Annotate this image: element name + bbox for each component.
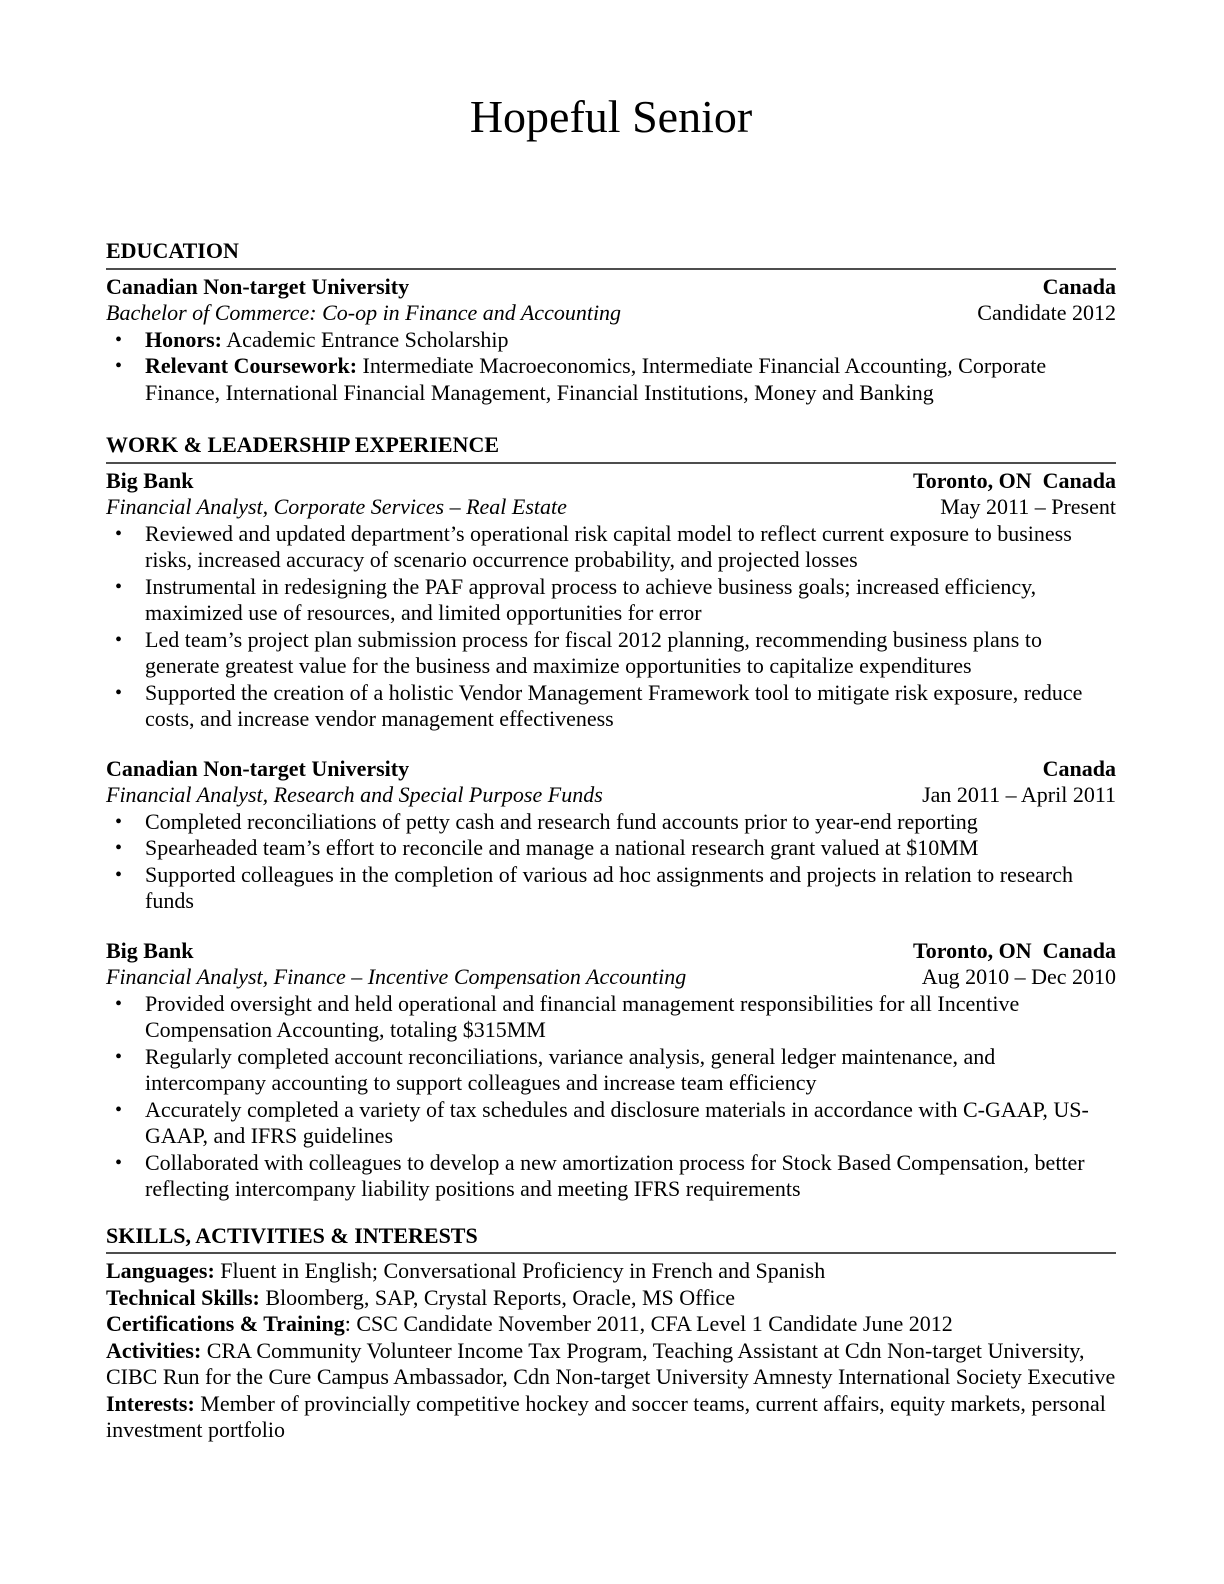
skills-label: Interests:	[106, 1390, 195, 1416]
skills-label: Languages:	[106, 1258, 215, 1283]
job-dates: Jan 2011 – April 2011	[922, 782, 1116, 807]
skills-line-languages	[106, 1258, 1116, 1285]
job-bullet: • Completed reconciliations of petty cash and research fund accounts prior to year-end reporting	[106, 809, 1116, 836]
job-bullet-list	[106, 991, 1116, 1203]
job-dates: May 2011 – Present	[940, 494, 1116, 519]
job-bullet: • Led team’s project plan submission process for fiscal 2012 planning, recommending business plans to generate greatest value for the business and maximize opportunities to capitalize expenditures	[106, 627, 1116, 680]
skills-line-certifications	[106, 1311, 1116, 1338]
job-bullet: • Instrumental in redesigning the PAF approval process to achieve business goals; increased efficiency, maximized use of resources, and limited opportunities for error	[106, 574, 1116, 627]
company-location: Toronto, ON Canada	[913, 937, 1116, 963]
company-name: Canadian Non-target University	[106, 755, 410, 781]
bullet-text: Intermediate Macroeconomics, Intermediate Financial Accounting, Corporate Finance, International Financial Management, Financial Institutions, Money and Banking	[145, 353, 1047, 405]
company-name: Big Bank	[106, 937, 194, 963]
skills-text: Fluent in English; Conversational Proficiency in French and Spanish	[214, 1258, 826, 1283]
job-title: Financial Analyst, Research and Special Purpose Funds	[106, 782, 603, 807]
job-entry-subheader	[106, 494, 1116, 521]
company-name: Big Bank	[106, 467, 194, 493]
education-entry-header	[106, 274, 1116, 301]
job-bullet: • Supported colleagues in the completion of various ad hoc assignments and projects in relation to research funds	[106, 862, 1116, 915]
skills-heading: SKILLS, ACTIVITIES & INTERESTS	[106, 1223, 1116, 1255]
bullet-text: Academic Entrance Scholarship	[222, 326, 509, 352]
skills-line-activities	[106, 1338, 1116, 1391]
skills-label: Technical Skills:	[106, 1284, 260, 1310]
section-skills	[106, 1223, 1116, 1444]
bullet-label: Honors:	[145, 326, 222, 352]
education-bullet	[106, 327, 1116, 354]
page-title: Hopeful Senior	[469, 91, 753, 142]
job-bullet: • Provided oversight and held operational and financial management responsibilities for all Incentive Compensation Accounting, totaling $315MM	[106, 991, 1116, 1044]
education-heading: EDUCATION	[106, 238, 1116, 270]
job-bullet: • Collaborated with colleagues to develop a new amortization process for Stock Based Compensation, better reflecting intercompany liability positions and meeting IFRS requirements	[106, 1150, 1116, 1203]
job-entry-header	[106, 468, 1116, 495]
skills-text: CRA Community Volunteer Income Tax Program, Teaching Assistant at Cdn Non-target University, CIBC Run for the Cure Campus Ambassador, Cdn Non-target University Amnesty International Society Executive	[106, 1337, 1116, 1389]
section-experience	[106, 432, 1116, 1203]
job-bullet: • Regularly completed account reconciliations, variance analysis, general ledger maintenance, and intercompany accounting to support colleagues and increase team efficiency	[106, 1044, 1116, 1097]
job-entry	[106, 468, 1116, 733]
job-bullet: • Spearheaded team’s effort to reconcile and manage a national research grant valued at $10MM	[106, 835, 1116, 862]
job-dates: Aug 2010 – Dec 2010	[921, 964, 1116, 989]
job-entry-header	[106, 756, 1116, 783]
degree-date: Candidate 2012	[977, 300, 1116, 325]
experience-heading: WORK & LEADERSHIP EXPERIENCE	[106, 432, 1116, 464]
company-location: Toronto, ON Canada	[913, 467, 1116, 493]
job-bullet: • Accurately completed a variety of tax schedules and disclosure materials in accordance with C-GAAP, US-GAAP, and IFRS guidelines	[106, 1097, 1116, 1150]
degree-name: Bachelor of Commerce: Co-op in Finance and Accounting	[106, 300, 622, 325]
school-name: Canadian Non-target University	[106, 273, 410, 299]
education-bullet	[106, 353, 1116, 406]
job-bullet-list	[106, 521, 1116, 733]
education-entry	[106, 274, 1116, 407]
job-entry	[106, 756, 1116, 915]
job-entry-subheader	[106, 964, 1116, 991]
bullet-label: Relevant Coursework:	[145, 353, 358, 378]
education-bullet-list	[106, 327, 1116, 407]
job-bullet: • Reviewed and updated department’s operational risk capital model to reflect current exposure to business risks, increased accuracy of scenario occurrence probability, and projected losses	[106, 521, 1116, 574]
job-entry	[106, 938, 1116, 1203]
skills-block	[106, 1258, 1116, 1444]
job-title: Financial Analyst, Finance – Incentive Compensation Accounting	[106, 964, 687, 989]
skills-label: Certifications & Training	[106, 1311, 345, 1336]
education-entry-subheader	[106, 300, 1116, 327]
job-bullet: • Supported the creation of a holistic Vendor Management Framework tool to mitigate risk exposure, reduce costs, and increase vendor management effectiveness	[106, 680, 1116, 733]
skills-line-technical	[106, 1285, 1116, 1312]
skills-text: Bloomberg, SAP, Crystal Reports, Oracle, MS Office	[259, 1284, 736, 1310]
job-entry-subheader	[106, 782, 1116, 809]
school-location: Canada	[1042, 273, 1116, 299]
job-bullet-list	[106, 809, 1116, 915]
skills-text: : CSC Candidate November 2011, CFA Level 1 Candidate June 2012	[344, 1311, 953, 1336]
company-location: Canada	[1042, 755, 1116, 781]
job-entry-header	[106, 938, 1116, 965]
skills-line-interests	[106, 1391, 1116, 1444]
skills-label: Activities:	[106, 1337, 202, 1363]
section-education	[106, 238, 1116, 406]
skills-text: Member of provincially competitive hockey and soccer teams, current affairs, equity markets, personal investment portfolio	[106, 1390, 1106, 1442]
job-title: Financial Analyst, Corporate Services – Real Estate	[106, 494, 567, 519]
